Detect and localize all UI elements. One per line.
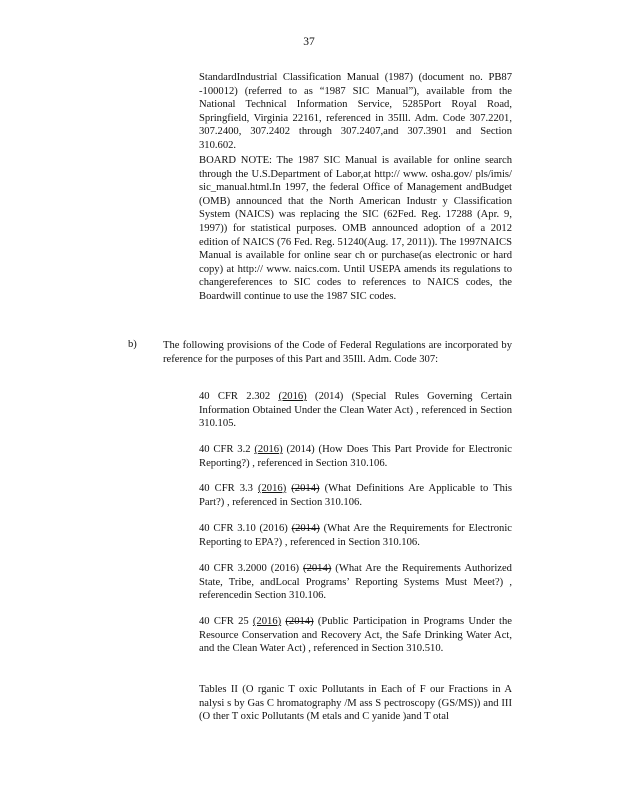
tables-paragraph: Tables II (O rganic T oxic Pollutants in Each of F our Fractions in A nalysi s by Gas C hromatography /M ass S pectroscopy (GS/MS)) and III (O ther T oxic Pollutants (M etals and C yanide )and T otal — [199, 684, 512, 723]
added-text: (2016) — [252, 616, 282, 627]
subsection-label: b) — [128, 339, 137, 350]
page-number: 37 — [303, 36, 315, 48]
added-text: (2016) — [278, 391, 307, 402]
cfr-item: 40 CFR 25 (2016) (2014) (Public Participation in Programs Under the Resource Conservation and Recovery Act, the Safe Drinking Water Act, and the Clean Water Act) , referenced in Section 310.510. — [199, 616, 512, 655]
deleted-text: (2014) — [291, 483, 320, 494]
deleted-text: (2014) — [303, 563, 332, 574]
cfr-item: 40 CFR 3.3 (2016) (2014) (What Definitions Are Applicable to This Part?) , referenced in Section 310.106. — [199, 483, 512, 508]
cfr-item: 40 CFR 3.2000 (2016) (2014) (What Are the Requirements Authorized State, Tribe, andLocal Programs’ Reporting Systems Must Meet?) , referencedin Section 310.106. — [199, 563, 512, 602]
added-text: (2016) — [254, 444, 283, 455]
deleted-text: (2014) — [291, 523, 320, 534]
cfr-item: 40 CFR 2.302 (2016) (2014) (Special Rules Governing Certain Information Obtained Under the Clean Water Act) , referenced in Section 310.105. — [199, 391, 512, 430]
subsection-intro: The following provisions of the Code of Federal Regulations are incorporated by reference for the purposes of this Part and 35Ill. Adm. Code 307: — [163, 340, 512, 365]
deleted-text: (2014) — [285, 616, 314, 627]
added-text: (2016) — [257, 483, 287, 494]
sic-manual-paragraph: StandardIndustrial Classification Manual (1987) (document no. PB87 -100012) (referred to as “1987 SIC Manual”), available from the National Technical Information Service, 5285Port Royal Road, Springfield, Virginia 22161, referenced in 35Ill. Adm. Code 307.2201, 307.2400, 307.2402 through 307.2407,and 307.3901 and Section 310.602. — [199, 72, 512, 151]
cfr-item: 40 CFR 3.2 (2016) (2014) (How Does This Part Provide for Electronic Reporting?) , referenced in Section 310.106. — [199, 444, 512, 469]
cfr-item: 40 CFR 3.10 (2016) (2014) (What Are the Requirements for Electronic Reporting to EPA?) , referenced in Section 310.106. — [199, 523, 512, 548]
board-note: BOARD NOTE: The 1987 SIC Manual is available for online search through the U.S.Department of Labor,at http:// www. osha.gov/ pls/imis/ sic_manual.html.In 1997, the federal Office of Management andBudget (OMB) announced that the North American Industr y Classification System (NAICS) was replacing the SIC (62Fed. Reg. 17288 (Apr. 9, 1997)) for statistical purposes. OMB announced adoption of a 2012 edition of NAICS (76 Fed. Reg. 51240(Aug. 17, 2011)). The 1997NAICS Manual is available for online sear ch or purchase(as electronic or hard copy) at http:// www. naics.com. Until USEPA amends its regulations to changereferences to SIC codes to references to NAICS codes, the Boardwill continue to use the 1987 SIC codes. — [199, 155, 512, 302]
